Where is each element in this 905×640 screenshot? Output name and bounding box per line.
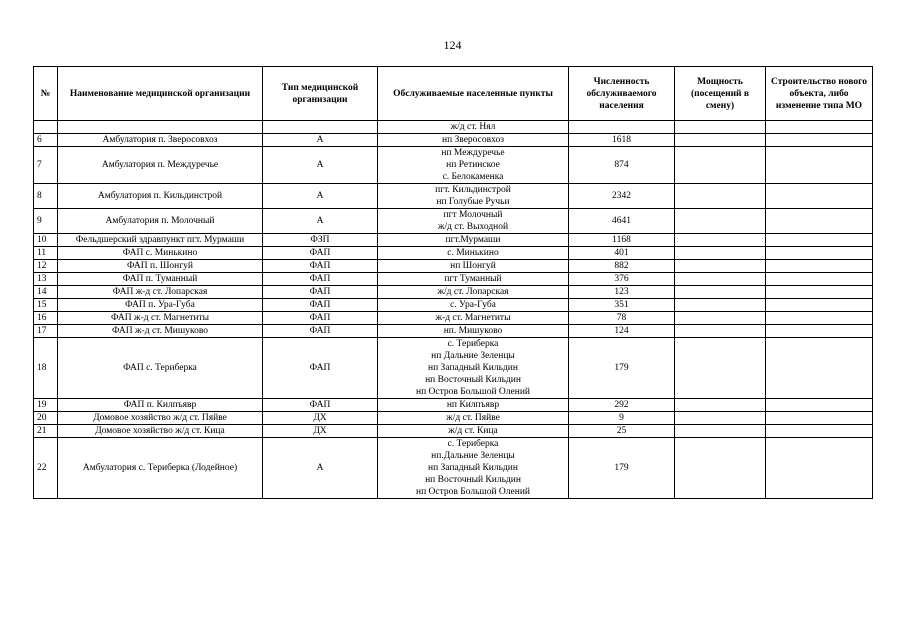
table-row <box>34 312 873 325</box>
cell-settlements <box>378 412 569 425</box>
cell-capacity <box>675 209 766 234</box>
cell-capacity <box>675 121 766 134</box>
cell-capacity <box>675 412 766 425</box>
cell-settlements <box>378 325 569 338</box>
cell-organization-name: ФАП ж-д ст. Магнетиты <box>58 312 263 325</box>
cell-organization-name: ФАП п. Килпъявр <box>58 399 263 412</box>
table-row <box>34 286 873 299</box>
cell-organization-name: Домовое хозяйство ж/д ст. Пяйве <box>58 412 263 425</box>
cell-population: 292 <box>569 399 675 412</box>
cell-capacity <box>675 438 766 499</box>
cell-organization-name: ФАП ж-д ст. Лопарская <box>58 286 263 299</box>
table-row <box>34 134 873 147</box>
cell-population: 351 <box>569 299 675 312</box>
cell-number: 13 <box>34 273 58 286</box>
cell-number: 12 <box>34 260 58 273</box>
cell-construction <box>766 338 873 399</box>
cell-organization-name <box>58 121 263 134</box>
settlement-name: ж/д ст. Нял <box>450 122 496 132</box>
cell-number: 18 <box>34 338 58 399</box>
page-number: 124 <box>443 38 462 52</box>
cell-settlements <box>378 134 569 147</box>
cell-settlements <box>378 184 569 209</box>
cell-number: 14 <box>34 286 58 299</box>
cell-organization-type: ФАП <box>263 247 378 260</box>
cell-population: 9 <box>569 412 675 425</box>
table-row <box>34 338 873 399</box>
settlement-name: нп. Мишуково <box>443 326 503 336</box>
table-row <box>34 209 873 234</box>
cell-organization-name: Амбулатория с. Териберка (Лодейное) <box>58 438 263 499</box>
settlement-name: нп.Дальние Зеленцы <box>431 451 515 461</box>
settlement-name: ж/д ст. Пяйве <box>446 413 500 423</box>
cell-construction <box>766 184 873 209</box>
cell-construction <box>766 325 873 338</box>
cell-capacity <box>675 134 766 147</box>
cell-population: 376 <box>569 273 675 286</box>
cell-construction <box>766 247 873 260</box>
cell-construction <box>766 273 873 286</box>
cell-number: 20 <box>34 412 58 425</box>
cell-organization-name: Фельдшерский здравпункт пгт. Мурмаши <box>58 234 263 247</box>
cell-settlements <box>378 299 569 312</box>
cell-construction <box>766 399 873 412</box>
cell-capacity <box>675 325 766 338</box>
cell-construction <box>766 260 873 273</box>
cell-population: 25 <box>569 425 675 438</box>
settlement-name: с. Белокаменка <box>442 172 504 182</box>
cell-capacity <box>675 184 766 209</box>
cell-settlements <box>378 399 569 412</box>
cell-organization-type: ФАП <box>263 286 378 299</box>
cell-number: 6 <box>34 134 58 147</box>
cell-construction <box>766 134 873 147</box>
cell-population: 401 <box>569 247 675 260</box>
table-row <box>34 325 873 338</box>
cell-construction <box>766 234 873 247</box>
cell-organization-type: ФЗП <box>263 234 378 247</box>
settlement-name: пгт Туманный <box>444 274 502 284</box>
col-header-name: Наименование медицинской организации <box>58 67 263 121</box>
cell-organization-type: А <box>263 209 378 234</box>
cell-capacity <box>675 399 766 412</box>
cell-organization-name: ФАП с. Минькино <box>58 247 263 260</box>
cell-construction <box>766 425 873 438</box>
table-row <box>34 412 873 425</box>
cell-number: 21 <box>34 425 58 438</box>
cell-organization-name: Амбулатория п. Кильдинстрой <box>58 184 263 209</box>
cell-settlements <box>378 312 569 325</box>
cell-organization-name: ФАП с. Териберка <box>58 338 263 399</box>
cell-population: 2342 <box>569 184 675 209</box>
cell-number: 7 <box>34 147 58 184</box>
cell-organization-name: Амбулатория п. Молочный <box>58 209 263 234</box>
settlement-name: нп Остров Большой Олений <box>416 487 530 497</box>
cell-population: 179 <box>569 338 675 399</box>
cell-construction <box>766 312 873 325</box>
cell-organization-type: ФАП <box>263 312 378 325</box>
table-row <box>34 234 873 247</box>
settlement-name: нп Остров Большой Олений <box>416 387 530 397</box>
table-row <box>34 260 873 273</box>
cell-capacity <box>675 299 766 312</box>
cell-settlements <box>378 338 569 399</box>
cell-organization-type: ФАП <box>263 260 378 273</box>
col-header-settlements: Обслуживаемые населенные пункты <box>378 67 569 121</box>
table-row <box>34 147 873 184</box>
cell-organization-type: ДХ <box>263 425 378 438</box>
cell-organization-type: ФАП <box>263 399 378 412</box>
cell-construction <box>766 286 873 299</box>
settlement-name: нп Западный Кильдин <box>428 363 518 373</box>
cell-capacity <box>675 260 766 273</box>
table-row <box>34 425 873 438</box>
cell-organization-name: Амбулатория п. Междуречье <box>58 147 263 184</box>
cell-number: 15 <box>34 299 58 312</box>
table-row <box>34 273 873 286</box>
settlement-name: ж/д ст. Лопарская <box>437 287 509 297</box>
settlement-name: нп Дальние Зеленцы <box>431 351 515 361</box>
cell-settlements <box>378 247 569 260</box>
cell-organization-type: ФАП <box>263 299 378 312</box>
cell-organization-type: ФАП <box>263 325 378 338</box>
settlement-name: ж/д ст. Выходной <box>437 222 509 232</box>
cell-organization-name: ФАП п. Ура-Губа <box>58 299 263 312</box>
settlement-name: ж/д ст. Кица <box>448 426 498 436</box>
cell-construction <box>766 147 873 184</box>
settlement-name: с. Ура-Губа <box>450 300 496 310</box>
settlement-name: нп Килпъявр <box>446 400 500 410</box>
cell-settlements <box>378 273 569 286</box>
cell-population: 78 <box>569 312 675 325</box>
col-header-type: Тип медицинской организации <box>263 67 378 121</box>
settlement-name: ж-д ст. Магнетиты <box>435 313 511 323</box>
cell-organization-type: А <box>263 438 378 499</box>
cell-population: 4641 <box>569 209 675 234</box>
cell-number: 10 <box>34 234 58 247</box>
cell-organization-type: А <box>263 134 378 147</box>
table-row <box>34 121 873 134</box>
settlement-name: пгт Молочный <box>443 210 503 220</box>
table-row <box>34 438 873 499</box>
cell-organization-type: ФАП <box>263 273 378 286</box>
table-header-row <box>34 67 873 121</box>
cell-organization-type: ДХ <box>263 412 378 425</box>
cell-capacity <box>675 312 766 325</box>
settlement-name: нп Междуречье <box>441 148 505 158</box>
cell-capacity <box>675 425 766 438</box>
settlement-name: нп Шонгуй <box>450 261 496 271</box>
cell-settlements <box>378 234 569 247</box>
cell-organization-type: ФАП <box>263 338 378 399</box>
table-row <box>34 299 873 312</box>
cell-construction <box>766 121 873 134</box>
cell-settlements <box>378 260 569 273</box>
cell-organization-type: А <box>263 184 378 209</box>
cell-settlements <box>378 286 569 299</box>
cell-population: 124 <box>569 325 675 338</box>
cell-construction <box>766 299 873 312</box>
cell-population: 1168 <box>569 234 675 247</box>
cell-population: 882 <box>569 260 675 273</box>
cell-population: 1618 <box>569 134 675 147</box>
settlement-name: пгт. Кильдинстрой <box>435 185 511 195</box>
cell-organization-name: Домовое хозяйство ж/д ст. Кица <box>58 425 263 438</box>
cell-settlements <box>378 425 569 438</box>
table-row <box>34 247 873 260</box>
settlement-name: с. Териберка <box>447 439 499 449</box>
cell-settlements <box>378 147 569 184</box>
cell-organization-type <box>263 121 378 134</box>
cell-population: 874 <box>569 147 675 184</box>
cell-number: 11 <box>34 247 58 260</box>
cell-settlements <box>378 438 569 499</box>
cell-settlements <box>378 121 569 134</box>
cell-construction <box>766 412 873 425</box>
cell-number: 22 <box>34 438 58 499</box>
cell-population <box>569 121 675 134</box>
cell-organization-name: ФАП п. Туманный <box>58 273 263 286</box>
cell-capacity <box>675 338 766 399</box>
settlement-name: нп Голубые Ручьи <box>436 197 510 207</box>
cell-capacity <box>675 286 766 299</box>
col-header-number: № <box>34 67 58 121</box>
cell-capacity <box>675 234 766 247</box>
col-header-population: Численность обслуживаемого населения <box>569 67 675 121</box>
cell-settlements <box>378 209 569 234</box>
cell-construction <box>766 209 873 234</box>
cell-number: 17 <box>34 325 58 338</box>
settlement-name: нп Зверосовхоз <box>441 135 505 145</box>
settlement-name: с. Териберка <box>447 339 499 349</box>
cell-population: 179 <box>569 438 675 499</box>
settlement-name: нп Ретинское <box>446 160 500 170</box>
cell-capacity <box>675 273 766 286</box>
col-header-construction: Строительство нового объекта, либо изменение типа МО <box>766 67 873 121</box>
table-row <box>34 184 873 209</box>
cell-number <box>34 121 58 134</box>
medical-organizations-table <box>33 66 873 499</box>
cell-organization-name: ФАП ж-д ст. Мишуково <box>58 325 263 338</box>
cell-capacity <box>675 147 766 184</box>
cell-construction <box>766 438 873 499</box>
cell-organization-name: ФАП п. Шонгуй <box>58 260 263 273</box>
cell-number: 16 <box>34 312 58 325</box>
cell-number: 9 <box>34 209 58 234</box>
settlement-name: нп Западный Кильдин <box>428 463 518 473</box>
cell-organization-name: Амбулатория п. Зверосовхоз <box>58 134 263 147</box>
table-row <box>34 399 873 412</box>
settlement-name: с. Минькино <box>447 248 499 258</box>
cell-number: 19 <box>34 399 58 412</box>
settlement-name: нп Восточный Кильдин <box>425 475 521 485</box>
cell-population: 123 <box>569 286 675 299</box>
col-header-capacity: Мощность (посещений в смену) <box>675 67 766 121</box>
cell-number: 8 <box>34 184 58 209</box>
settlement-name: нп Восточный Кильдин <box>425 375 521 385</box>
cell-capacity <box>675 247 766 260</box>
cell-organization-type: А <box>263 147 378 184</box>
settlement-name: пгт.Мурмаши <box>445 235 501 245</box>
